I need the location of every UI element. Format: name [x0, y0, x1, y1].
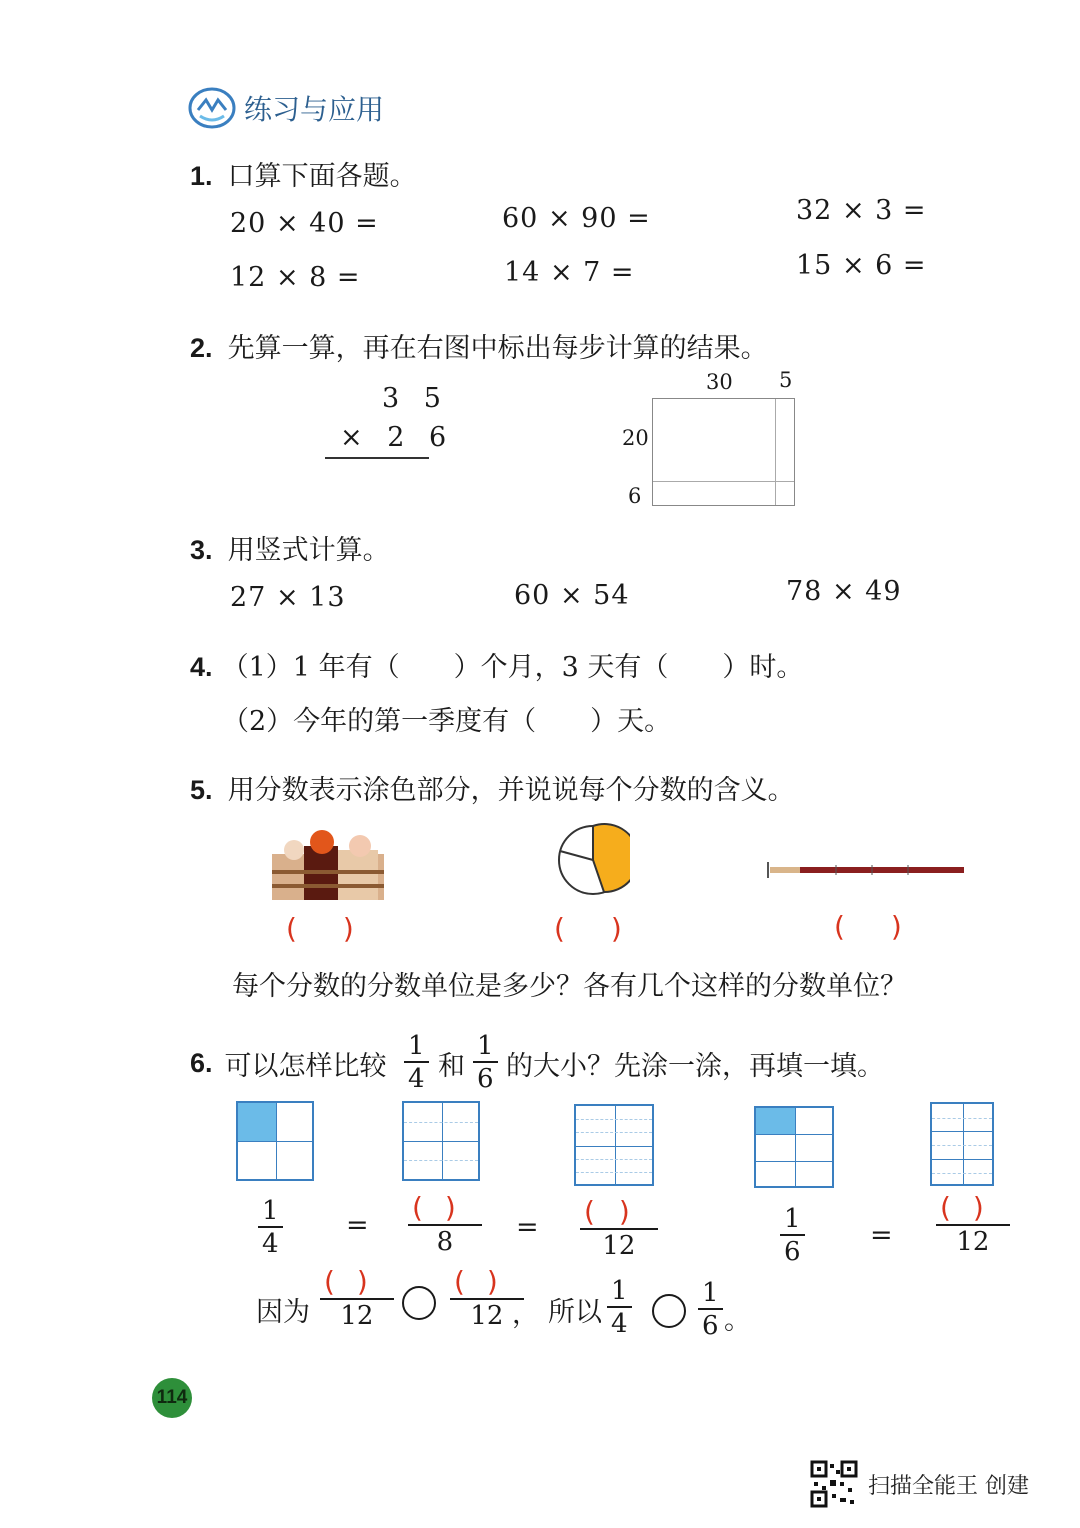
question-number: 5.	[190, 775, 213, 805]
section-title: 练习与应用	[244, 93, 385, 126]
answer-blank-cake[interactable]: ()	[286, 912, 400, 945]
section-header	[186, 84, 384, 132]
question-number: 6.	[190, 1048, 213, 1078]
fraction-one-quarter: 1 4	[404, 1033, 429, 1092]
question-4	[190, 645, 803, 684]
compare-circle-1[interactable]	[402, 1286, 436, 1320]
q3-expr-3: 78 × 49	[786, 576, 902, 607]
q1-expr-3: 32 × 3 =	[796, 195, 927, 226]
question-3	[190, 528, 390, 567]
vertical-mult-bottom: × 2 6	[340, 422, 455, 453]
shaded-cell	[756, 1108, 795, 1134]
period: 。	[724, 1305, 751, 1336]
fraction-one-sixth: 1 6	[473, 1033, 498, 1092]
section-badge-icon	[186, 84, 238, 132]
question-1	[190, 154, 417, 193]
q3-expr-2: 60 × 54	[514, 580, 630, 611]
question-6	[190, 1044, 387, 1083]
fraction-1-6-compare: 1 6	[698, 1280, 723, 1339]
page-number-badge: 114	[152, 1378, 192, 1418]
area-label-col1: 30	[706, 370, 733, 394]
watermark-text: 扫描全能王 创建	[868, 1473, 1029, 1499]
question-number: 4.	[190, 652, 213, 682]
q3-expr-1: 27 × 13	[230, 582, 346, 613]
so-text: 所以	[548, 1297, 602, 1328]
question-text: 口算下面各题。	[227, 161, 417, 192]
question-5	[190, 768, 795, 807]
grid-line-h	[238, 1141, 312, 1142]
q5-followup-question: 每个分数的分数单位是多少？各有几个这样的分数单位？	[232, 971, 907, 1002]
question-text-b: 的大小？先涂一涂，再填一填。	[506, 1051, 884, 1082]
area-label-row1: 20	[622, 426, 649, 450]
comma: ，	[512, 1299, 539, 1330]
question-2	[190, 326, 768, 365]
fraction-blank-over-12-a[interactable]: () 12	[580, 1198, 658, 1259]
area-model-hline	[653, 481, 794, 482]
answer-blank-pie[interactable]: ()	[554, 912, 668, 945]
area-model-rectangle	[652, 398, 795, 506]
fraction-blank-over-12-c[interactable]: () 12	[320, 1268, 394, 1329]
question-text-a: 可以怎样比较	[224, 1051, 387, 1082]
q1-expr-4: 12 × 8 =	[230, 262, 361, 293]
vertical-mult-top: 3 5	[382, 383, 449, 414]
compare-circle-2[interactable]	[652, 1294, 686, 1328]
fraction-1-4: 1 4	[258, 1198, 283, 1257]
answer-blank-rope[interactable]: ()	[834, 910, 948, 943]
q1-expr-6: 15 × 6 =	[796, 250, 927, 281]
grid-sixth-shaded[interactable]	[754, 1106, 834, 1188]
question-number: 2.	[190, 333, 213, 363]
area-label-col2: 5	[779, 368, 793, 392]
question-text: 用竖式计算。	[227, 535, 390, 566]
equals-sign: =	[516, 1212, 539, 1243]
question-text: 用分数表示涂色部分，并说说每个分数的含义。	[227, 775, 795, 806]
cake-image	[268, 826, 388, 906]
pie-chart-image	[556, 823, 630, 897]
shaded-cell	[238, 1103, 276, 1141]
question-text: 先算一算，再在右图中标出每步计算的结果。	[227, 333, 768, 364]
fraction-blank-over-12-b[interactable]: () 12	[936, 1194, 1010, 1255]
fraction-blank-over-12-d[interactable]: () 12	[450, 1268, 524, 1329]
because-text: 因为	[256, 1297, 310, 1328]
q1-expr-2: 60 × 90 =	[502, 203, 651, 234]
vertical-mult-line	[325, 457, 429, 459]
fraction-1-6: 1 6	[780, 1206, 805, 1265]
rope-image	[766, 858, 966, 882]
equals-sign: =	[346, 1210, 369, 1241]
fraction-1-4-compare: 1 4	[607, 1278, 632, 1337]
scanner-watermark	[810, 1460, 1029, 1508]
grid-quarter-shaded[interactable]	[236, 1101, 314, 1181]
and-text: 和	[438, 1051, 465, 1082]
question-line-2: （2）今年的第一季度有（ ）天。	[222, 706, 672, 737]
qr-code-icon	[810, 1460, 858, 1508]
equals-sign: =	[870, 1220, 893, 1251]
area-model-vline	[775, 399, 776, 505]
q1-expr-5: 14 × 7 =	[504, 257, 635, 288]
grid-twelfths-b[interactable]	[930, 1102, 994, 1186]
fraction-blank-over-8[interactable]: () 8	[408, 1194, 482, 1255]
q1-expr-1: 20 × 40 =	[230, 208, 379, 239]
question-number: 1.	[190, 161, 213, 191]
question-number: 3.	[190, 535, 213, 565]
grid-twelfths-a[interactable]	[574, 1104, 654, 1186]
area-label-row2: 6	[628, 484, 642, 508]
grid-eighths[interactable]	[402, 1101, 480, 1181]
question-line-1: （1）1 年有（ ）个月，3 天有（ ）时。	[221, 652, 804, 683]
